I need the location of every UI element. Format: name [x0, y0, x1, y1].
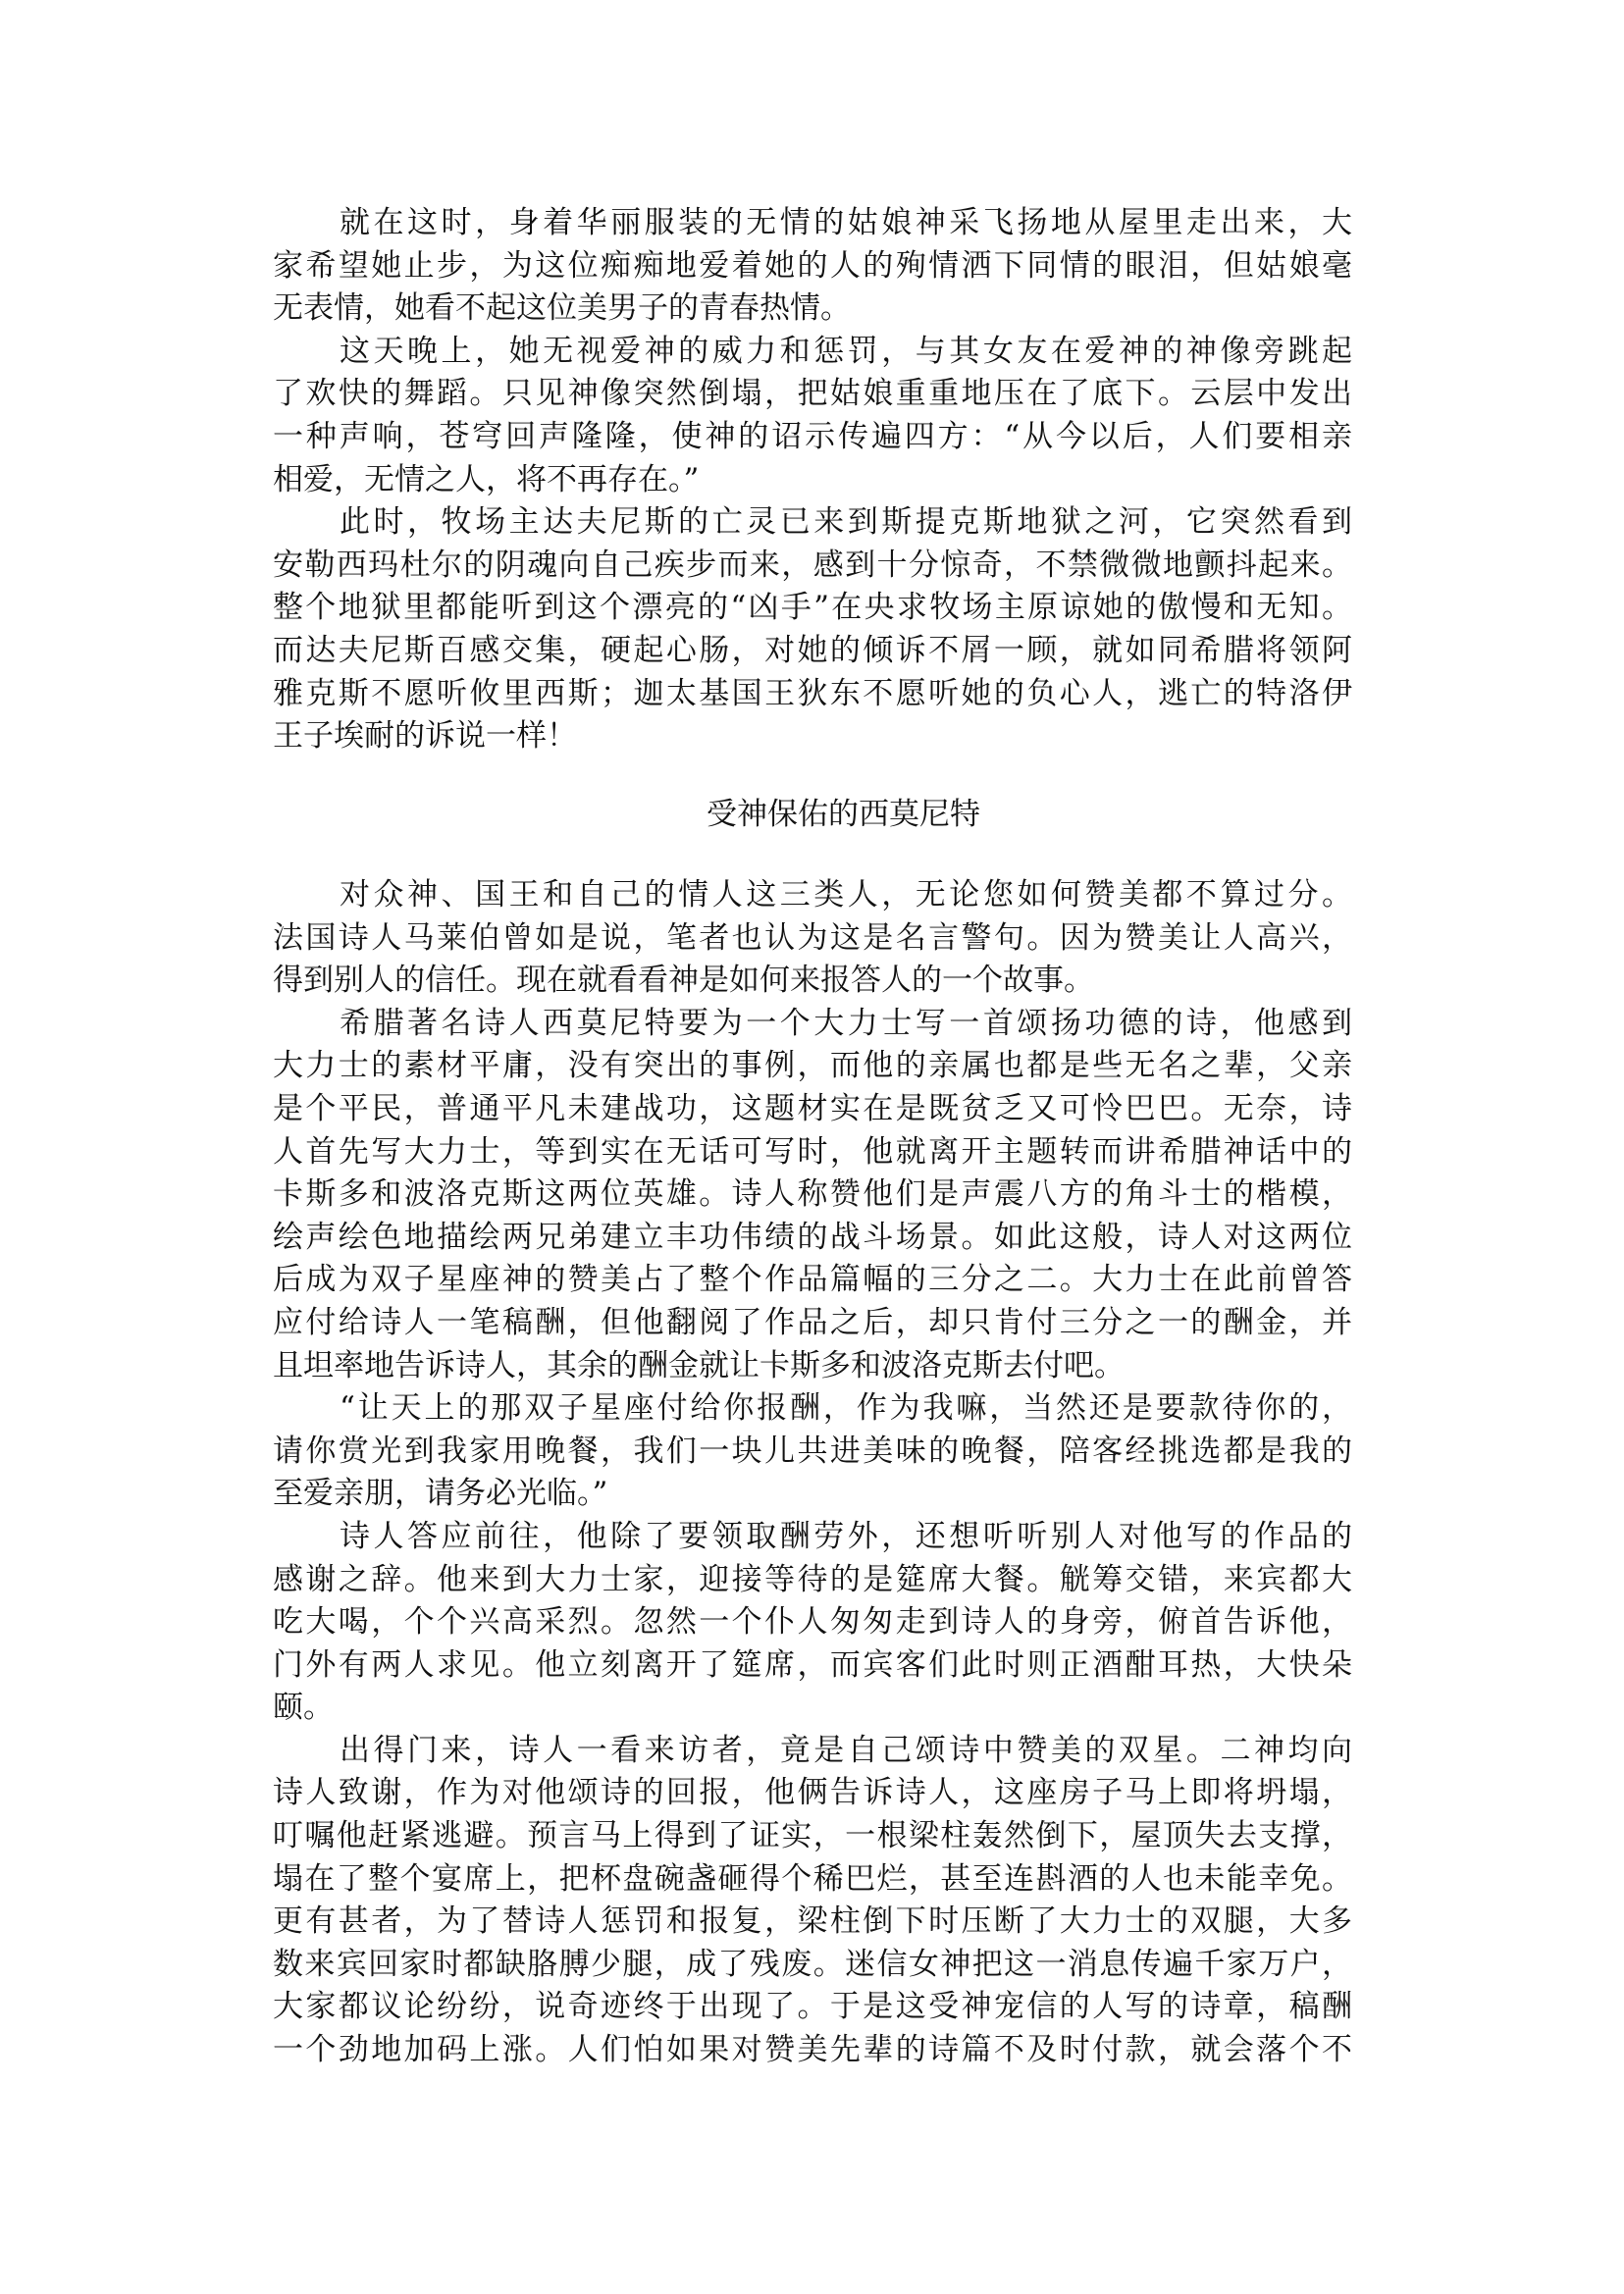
text-line: 法国诗人马莱伯曾如是说，笔者也认为这是名言警句。因为赞美让人高兴， [273, 919, 1352, 956]
text-line: 后成为双子星座神的赞美占了整个作品篇幅的三分之二。大力士在此前曾答 [273, 1262, 1352, 1298]
text-line: 颐。 [273, 1690, 334, 1726]
story-title: 受神保佑的西莫尼特 [707, 797, 980, 832]
text-line: 一个劲地加码上涨。人们怕如果对赞美先辈的诗篇不及时付款，就会落个不 [273, 2032, 1352, 2068]
text-line: 安勒西玛杜尔的阴魂向自己疾步而来，感到十分惊奇，不禁微微地颤抖起来。 [273, 547, 1352, 583]
text-line: 家希望她止步，为这位痴痴地爱着她的人的殉情洒下同情的眼泪，但姑娘毫 [273, 247, 1352, 284]
text-line: 卡斯多和波洛克斯这两位英雄。诗人称赞他们是声震八方的角斗士的楷模， [273, 1176, 1352, 1213]
text-line: 更有甚者，为了替诗人惩罚和报复，梁柱倒下时压断了大力士的双腿，大多 [273, 1903, 1352, 1940]
story-section-1 [273, 202, 1352, 758]
paragraph-5 [273, 1003, 1352, 1387]
text-line: 出得门来，诗人一看来访者，竟是自己颂诗中赞美的双星。二神均向 [340, 1732, 1352, 1768]
text-line: 雅克斯不愿听攸里西斯；迦太基国王狄东不愿听她的负心人，逃亡的特洛伊 [273, 675, 1352, 711]
text-line: 感谢之辞。他来到大力士家，迎接等待的是筵席大餐。觥筹交错，来宾都大 [273, 1561, 1352, 1597]
text-line: 得到别人的信任。现在就看看神是如何来报答人的一个故事。 [273, 963, 1094, 999]
text-line: 了欢快的舞蹈。只见神像突然倒塌，把姑娘重重地压在了底下。云层中发出 [273, 376, 1352, 412]
paragraph-6 [273, 1387, 1352, 1516]
text-line: 整个地狱里都能听到这个漂亮的“凶手”在央求牧场主原谅她的傲慢和无知。 [273, 590, 1352, 626]
text-line: 应付给诗人一笔稿酬，但他翻阅了作品之后，却只肯付三分之一的酬金，并 [273, 1304, 1352, 1340]
text-line: 就在这时，身着华丽服装的无情的姑娘神采飞扬地从屋里走出来，大 [340, 205, 1352, 240]
text-line: 希腊著名诗人西莫尼特要为一个大力士写一首颂扬功德的诗，他感到 [340, 1005, 1352, 1041]
text-line: 叮嘱他赶紧逃避。预言马上得到了证实，一根梁柱轰然倒下，屋顶失去支撑， [273, 1818, 1352, 1854]
paragraph-7 [273, 1516, 1352, 1730]
text-line: 对众神、国王和自己的情人这三类人，无论您如何赞美都不算过分。 [340, 877, 1352, 912]
text-line: 诗人致谢，作为对他颂诗的回报，他俩告诉诗人，这座房子马上即将坍塌， [273, 1775, 1352, 1811]
text-line: 绘声绘色地描绘两兄弟建立丰功伟绩的战斗场景。如此这般，诗人对这两位 [273, 1219, 1352, 1255]
text-line: 请你赏光到我家用晚餐，我们一块儿共进美味的晚餐，陪客经挑选都是我的 [273, 1433, 1352, 1469]
text-line: 无表情，她看不起这位美男子的青春热情。 [273, 290, 851, 327]
text-line: 诗人答应前往，他除了要领取酬劳外，还想听听别人对他写的作品的 [340, 1518, 1352, 1554]
paragraph-8 [273, 1730, 1352, 2072]
story-section-2 [273, 874, 1352, 2072]
text-line: 大家都议论纷纷，说奇迹终于出现了。于是这受神宠信的人写的诗章，稿酬 [273, 1989, 1352, 2025]
paragraph-1 [273, 202, 1352, 331]
text-line: 相爱，无情之人，将不再存在。” [273, 461, 700, 497]
text-line: 且坦率地告诉诗人，其余的酬金就让卡斯多和波洛克斯去付吧。 [273, 1347, 1125, 1383]
paragraph-4 [273, 874, 1352, 1003]
text-line: 而达夫尼斯百感交集，硬起心肠，对她的倾诉不屑一顾，就如同希腊将领阿 [273, 632, 1352, 668]
paragraph-2 [273, 331, 1352, 501]
text-line: “让天上的那双子星座付给你报酬，作为我嘛，当然还是要款待你的， [340, 1390, 1352, 1427]
text-line: 这天晚上，她无视爱神的威力和惩罚，与其女友在爱神的神像旁跳起 [340, 333, 1352, 369]
text-line: 是个平民，普通平凡未建战功，这题材实在是既贫乏又可怜巴巴。无奈，诗 [273, 1090, 1352, 1126]
text-line: 门外有两人求见。他立刻离开了筵席，而宾客们此时则正酒酣耳热，大快朵 [273, 1646, 1352, 1683]
text-line: 王子埃耐的诉说一样！ [273, 718, 577, 755]
text-line: 吃大喝，个个兴高采烈。忽然一个仆人匆匆走到诗人的身旁，俯首告诉他， [273, 1604, 1352, 1641]
text-line: 大力士的素材平庸，没有突出的事例，而他的亲属也都是些无名之辈，父亲 [273, 1048, 1352, 1084]
text-line: 塌在了整个宴席上，把杯盘碗盏砸得个稀巴烂，甚至连斟酒的人也未能幸免。 [273, 1860, 1352, 1897]
text-line: 至爱亲朋，请务必光临。” [273, 1476, 608, 1512]
text-line: 数来宾回家时都缺胳膊少腿，成了残废。迷信女神把这一消息传遍千家万户， [273, 1946, 1352, 1982]
text-line: 一种声响，苍穹回声隆隆，使神的诏示传遍四方：“从今以后，人们要相亲 [273, 418, 1352, 454]
text-line: 人首先写大力士，等到实在无话可写时，他就离开主题转而讲希腊神话中的 [273, 1133, 1352, 1170]
text-line: 此时，牧场主达夫尼斯的亡灵已来到斯提克斯地狱之河，它突然看到 [340, 504, 1352, 541]
paragraph-3 [273, 501, 1352, 758]
